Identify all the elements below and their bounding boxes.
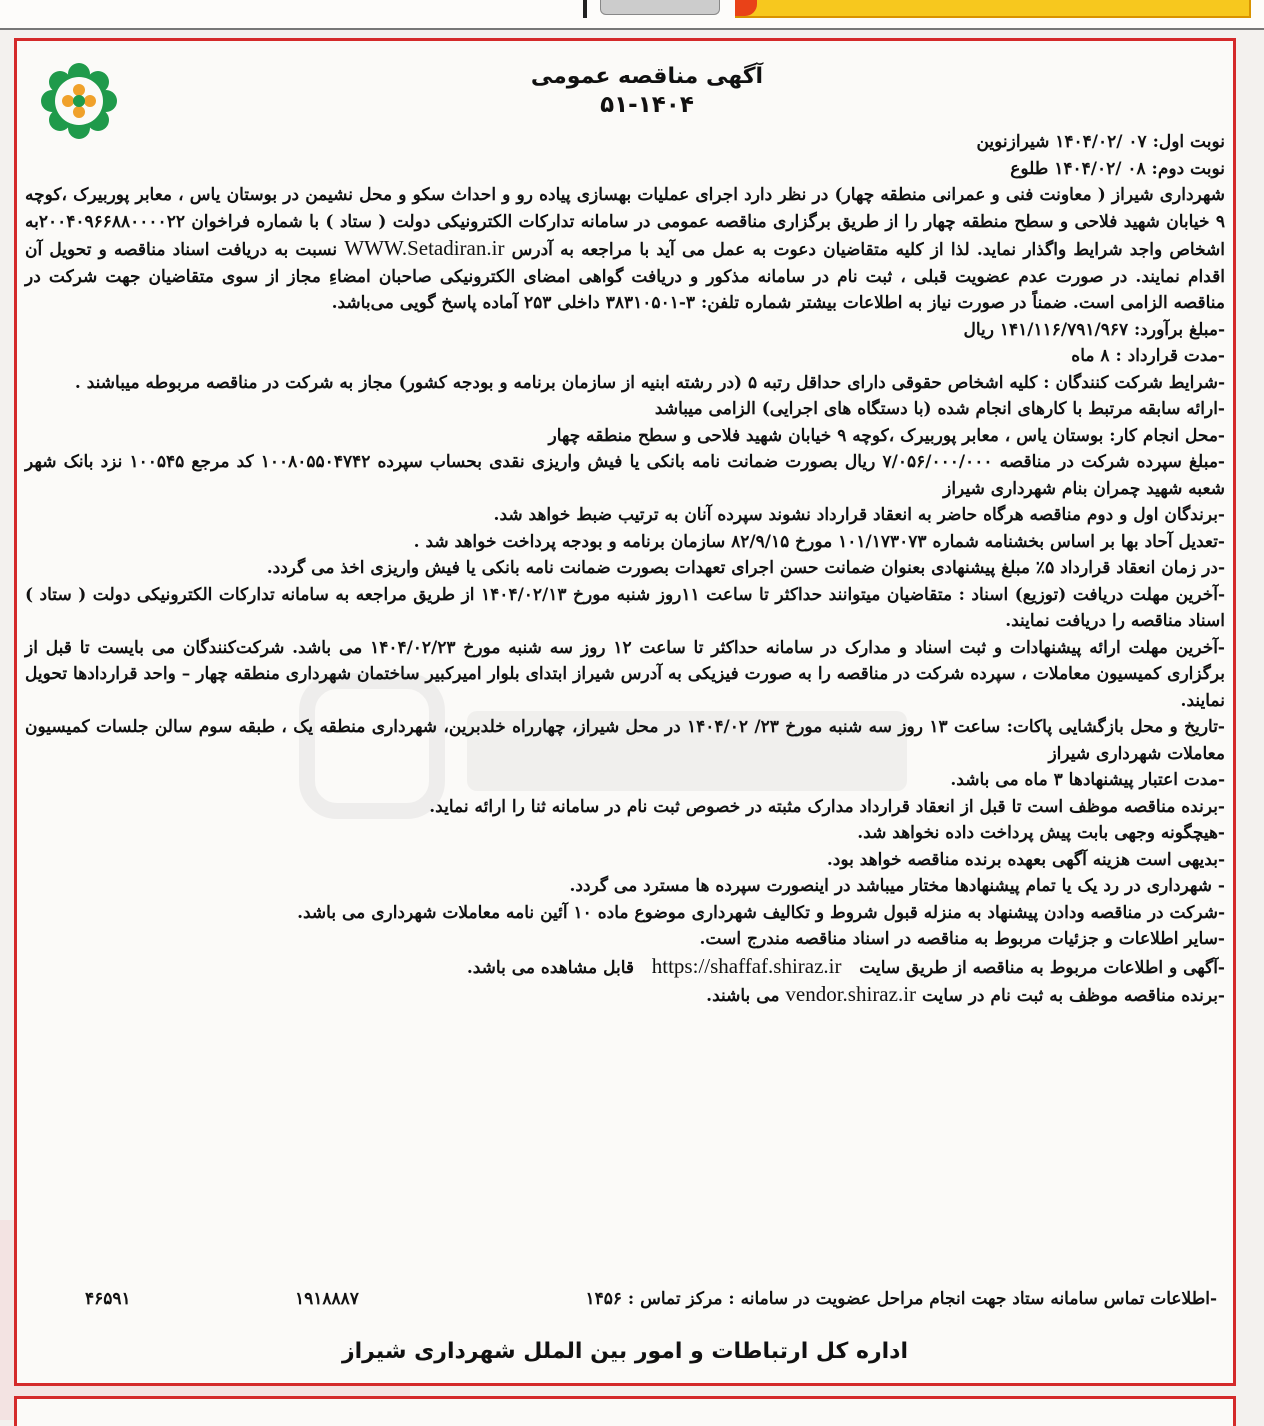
next-ad-panel bbox=[14, 1396, 1236, 1426]
item-shaffaf bbox=[25, 953, 1225, 982]
header bbox=[437, 63, 857, 119]
top-banner bbox=[735, 0, 1251, 18]
shaffaf-text-post: قابل مشاهده می باشد. bbox=[466, 957, 634, 978]
divider bbox=[583, 0, 587, 18]
item-estimate: -مبلغ برآورد: ۱۴۱/۱۱۶/۷۹۱/۹۶۷ ریال bbox=[963, 319, 1225, 340]
footer-signature: اداره کل ارتباطات و امور بین الملل شهرداری شیراز bbox=[341, 1339, 909, 1364]
ad-number: ۵۱-۱۴۰۴ bbox=[600, 92, 694, 118]
intro-text-2: نسبت به دریافت اسناد مناقصه و تحویل آن اقدام نمایند. در صورت عدم عضویت قبلی ، ثبت نام در سامانه مذکور و دریافت گواهی امضای الکترونیکی صاحبان امضاءِ مجاز از سوی متقاضیان جهت شرکت در مناقصه الزامی است. ضمناً در صورت نیاز به اطلاعات بیشتر شماره تلفن: ۳-۳۸۳۱۰۵۰۱ داخلی ۲۵۳ آماده پاسخ گویی می‌باشد. bbox=[25, 240, 1225, 313]
intro-paragraph bbox=[25, 182, 1225, 317]
setadiran-link[interactable]: WWW.Setadiran.ir bbox=[344, 236, 505, 260]
item-ad-cost: -بدیهی است هزینه آگهی بعهده برنده مناقصه خواهد بود. bbox=[826, 849, 1225, 870]
item-deposit: -مبلغ سپرده شرکت در مناقصه ۷/۰۵۶/۰۰۰/۰۰۰ ریال بصورت ضمانت نامه بانکی یا فیش واریزی نقدی بحساب سپرده ۱۰۰۸۰۵۵۰۴۷۴۲ کد مرجع ۱۰۰۵۴۵ نزد بانک شهر شعبه شهید چمران بنام شهرداری شیراز bbox=[25, 452, 1225, 499]
first-notice: نوبت اول: ۰۷ /۱۴۰۴/۰۲ شیرازنوین bbox=[976, 132, 1225, 152]
contact-text: -اطلاعات تماس سامانه ستاد جهت انجام مراحل عضویت در سامانه : مرکز تماس : ۱۴۵۶ bbox=[585, 1289, 1217, 1309]
tender-ad-panel bbox=[14, 38, 1236, 1386]
item-prepayment: -هیچگونه وجهی بابت پیش پرداخت داده نخواهد شد. bbox=[857, 823, 1225, 843]
contact-number-2: ۴۶۵۹۱ bbox=[85, 1289, 131, 1309]
contact-number-1: ۱۹۱۸۸۸۷ bbox=[295, 1289, 359, 1309]
banner-dot bbox=[735, 0, 757, 16]
item-doc-deadline: -آخرین مهلت دریافت (توزیع) اسناد : متقاضیان میتوانند حداکثر تا ساعت ۱۱روز شنبه مورخ ۱۴۰۴/۰۲/۱۳ از طریق مراجعه به سامانه تدارکات الکترونیکی دولت ( ستاد ) اسناد مناقصه را دریافت نمایند. bbox=[25, 584, 1225, 631]
item-bid-deadline: -آخرین مهلت ارائه پیشنهادات و ثبت اسناد و مدارک در سامانه حداکثر تا ساعت ۱۲ روز سه شنبه مورخ ۱۴۰۴/۰۲/۲۳ می باشد. شرکت‌کنندگان می بایست تا قبل از برگزاری کمیسیون معاملات ، سپرده شرکت در مناقصه را به صورت فیزیکی به آدرس شیراز ابتدای بلوار امیرکبیر ساختمان شهرداری منطقه چهار – واحد قراردادها تحویل نمایند. bbox=[25, 637, 1225, 711]
shaffaf-link[interactable]: https://shaffaf.shiraz.ir bbox=[651, 953, 842, 978]
ad-title: آگهی مناقصه عمومی bbox=[530, 64, 764, 89]
contact-row bbox=[57, 1289, 1217, 1317]
item-rejection: - شهرداری در رد یک یا تمام پیشنهادها مختار میباشد در اینصورت سپرده ها مسترد می گردد. bbox=[569, 876, 1225, 896]
vendor-text-pre: -برنده مناقصه موظف به ثبت نام در سایت bbox=[921, 986, 1225, 1006]
second-notice: نوبت دوم: ۰۸ /۱۴۰۴/۰۲ طلوع bbox=[1010, 158, 1225, 179]
top-button[interactable] bbox=[600, 0, 720, 15]
item-other-info: -سایر اطلاعات و جزئیات مربوط به مناقصه در اسناد مناقصه مندرج است. bbox=[699, 929, 1225, 949]
item-winners: -برندگان اول و دوم مناقصه هرگاه حاضر به انعقاد قرارداد نشوند سپرده آنان به ترتیب ضبط خواهد شد. bbox=[493, 505, 1225, 525]
item-guarantee: -در زمان انعقاد قرارداد ۵٪ مبلغ پیشنهادی بعنوان ضمانت حسن اجرای تعهدات بصورت ضمانت نامه بانکی یا فیش واریزی اخذ می گردد. bbox=[266, 558, 1225, 578]
shaffaf-text-pre: -آگهی و اطلاعات مربوط به مناقصه از طریق سایت bbox=[859, 957, 1225, 978]
top-rule bbox=[0, 28, 1264, 30]
item-validity: -مدت اعتبار پیشنهادها ۳ ماه می باشد. bbox=[950, 770, 1225, 790]
item-duration: -مدت قرارداد : ۸ ماه bbox=[1071, 346, 1225, 366]
intro-text-1: شهرداری شیراز ( معاونت فنی و عمرانی منطقه چهار) در نظر دارد اجرای عملیات بهسازی پیاده رو و احداث سکو و محل نشیمن در بوستان یاس ، معابر پوربیرک ،کوچه ۹ خیابان شهید فلاحی و سطح منطقه چهار را از طریق برگزاری مناقصه عمومی در سامانه تدارکات الکترونیکی دولت ( ستاد ) با شماره فراخوان ۲۰۰۴۰۹۶۶۸۸۰۰۰۰۲۲به اشخاص واجد شرایط واگذار نماید. لذا از کلیه متقاضیان دعوت به عمل می آید با مراجعه به آدرس bbox=[25, 185, 1226, 260]
top-strip bbox=[0, 0, 1264, 30]
item-location: -محل انجام کار: بوستان یاس ، معابر پوربیرک ،کوچه ۹ خیابان شهید فلاحی و سطح منطقه چهار bbox=[548, 425, 1225, 446]
item-vendor bbox=[25, 981, 1225, 1010]
item-opening: -تاریخ و محل بازگشایی پاکات: ساعت ۱۳ روز سه شنبه مورخ ۲۳/ ۱۴۰۴/۰۲ در محل شیراز، چهارراه خلدبرین، شهرداری منطقه یک ، طبقه سوم سالن جلسات کمیسیون معاملات شهرداری شیراز bbox=[25, 717, 1225, 764]
item-acceptance: -شرکت در مناقصه ودادن پیشنهاد به منزله قبول شروط و تکالیف شهرداری موضوع ماده ۱۰ آئین نامه معاملات شهرداری می باشد. bbox=[297, 902, 1225, 923]
vendor-text-post: می باشند. bbox=[706, 986, 780, 1006]
item-conditions: -شرایط شرکت کنندگان : کلیه اشخاص حقوقی دارای حداقل رتبه ۵ (در رشته ابنیه از سازمان برنامه و بودجه کشور) مجاز به شرکت در مناقصه مربوطه میباشند . bbox=[74, 372, 1225, 393]
item-adjustment: -تعدیل آحاد بها بر اساس بخشنامه شماره ۱۰۱/۱۷۳۰۷۳ مورخ ۸۲/۹/۱۵ سازمان برنامه و بودجه پرداخت خواهد شد . bbox=[413, 531, 1225, 552]
ad-body bbox=[25, 129, 1225, 1010]
item-sana: -برنده مناقصه موظف است تا قبل از انعقاد قرارداد مدارک مثبته در خصوص ثبت نام در سامانه ثنا را ارائه نماید. bbox=[429, 796, 1225, 817]
item-experience: -ارائه سابقه مرتبط با کارهای انجام شده (با دستگاه های اجرایی) الزامی میباشد bbox=[654, 399, 1225, 419]
vendor-link[interactable]: vendor.shiraz.ir bbox=[785, 982, 917, 1006]
